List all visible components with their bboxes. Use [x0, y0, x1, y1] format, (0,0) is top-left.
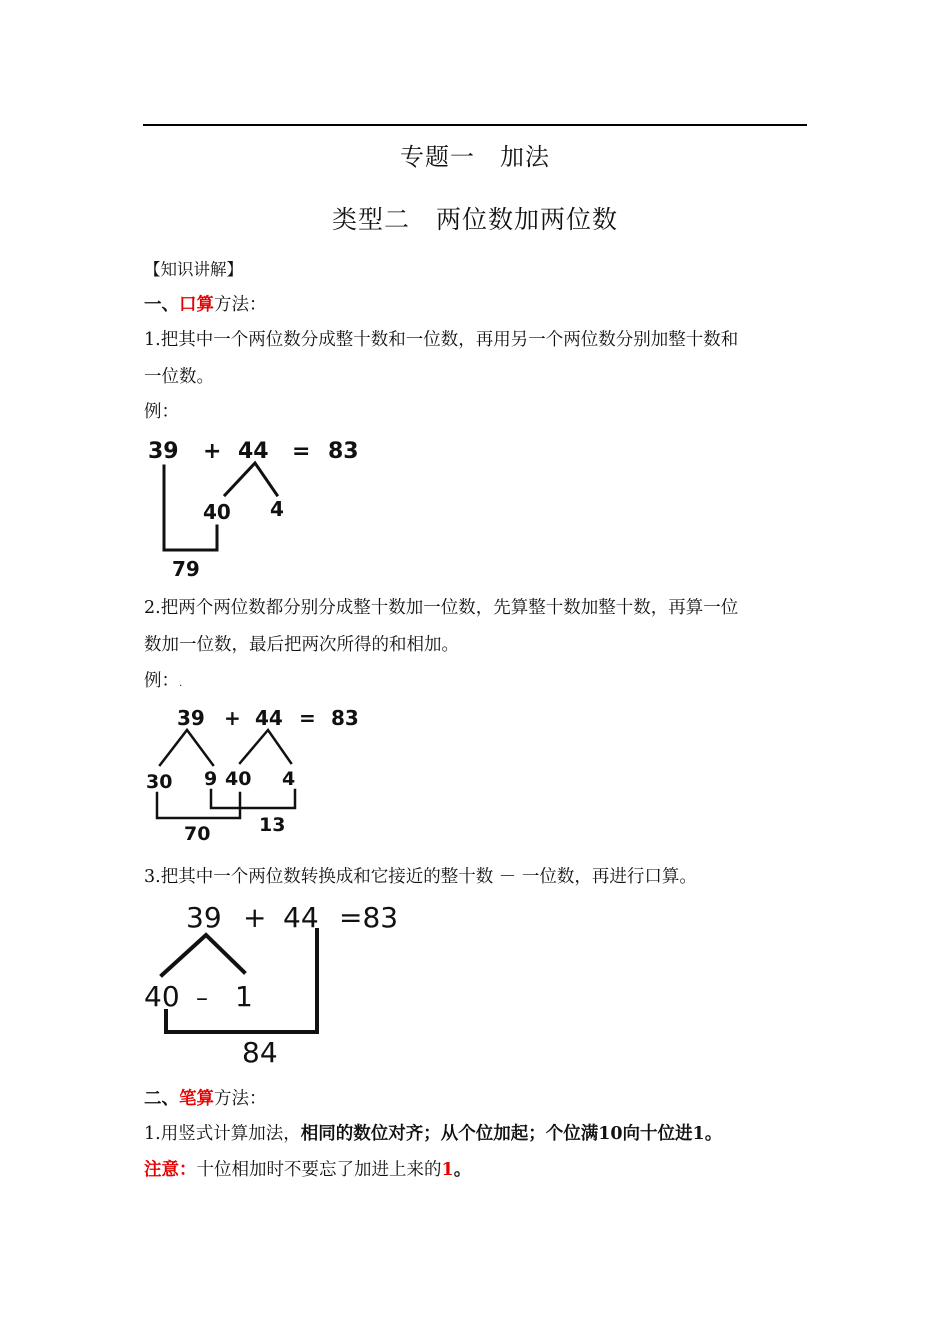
written-line1-plain: 1.用竖式计算加法， — [144, 1124, 301, 1144]
d1-b: 44 — [238, 439, 269, 464]
topic-title: 专题一 加法 — [400, 143, 550, 171]
d2-plus: + — [224, 706, 241, 730]
written-line1 — [144, 1126, 722, 1144]
note-num: 1 — [441, 1160, 454, 1180]
d3-plus: + — [243, 901, 267, 934]
method1-example-label: 例： — [144, 402, 179, 422]
d2-b-ones: 4 — [282, 768, 296, 790]
d1-split-ones: 4 — [270, 497, 284, 521]
written-note — [144, 1162, 471, 1180]
d3-partial: 84 — [242, 1036, 278, 1069]
note-text: 十位相加时不要忘了加进上来的 — [196, 1160, 442, 1180]
section1-prefix: 一、 — [144, 295, 179, 315]
d2-eq: = — [299, 706, 316, 730]
d3-b: 44 — [283, 901, 319, 934]
knowledge-label: 【知识讲解】 — [144, 260, 243, 279]
d3-ones: 1 — [235, 980, 253, 1013]
d1-partial: 79 — [172, 557, 200, 581]
d1-eq: = — [292, 439, 311, 464]
d3-tens: 40 — [144, 980, 180, 1013]
written-line1-bold: 相同的数位对齐；从个位加起；个位满10向十位进1。 — [300, 1124, 723, 1144]
method2-example-label: 例： — [144, 671, 179, 691]
d2-a: 39 — [177, 706, 205, 730]
d2-ones-sum: 13 — [259, 814, 286, 836]
d1-result: 83 — [328, 439, 359, 464]
section1-highlight: 口算 — [179, 295, 214, 315]
method3-line1: 3.把其中一个两位数转换成和它接近的整十数 － 一位数，再进行口算。 — [144, 867, 697, 887]
d3-branch — [162, 935, 244, 975]
d1-a: 39 — [148, 439, 179, 464]
method2-line1: 2.把两个两位数都分别分成整十数加一位数，先算整十数加整十数，再算一位 — [144, 598, 739, 618]
section2-heading — [144, 1091, 267, 1109]
section1-suffix: 方法： — [214, 295, 267, 315]
d2-tens-sum: 70 — [184, 823, 211, 845]
section2-highlight: 笔算 — [179, 1089, 214, 1109]
section2-suffix: 方法： — [214, 1089, 267, 1109]
d3-result: =83 — [339, 901, 399, 934]
note-end: 。 — [453, 1160, 472, 1180]
type-title: 类型二 两位数加两位数 — [331, 205, 618, 234]
d2-b: 44 — [255, 706, 283, 730]
section2-prefix: 二、 — [144, 1089, 179, 1109]
d2-result: 83 — [331, 706, 359, 730]
d1-plus: + — [203, 439, 222, 464]
method1-line2: 一位数。 — [144, 367, 214, 387]
d2-b-tens: 40 — [225, 768, 252, 790]
method2-example-mark: . — [179, 678, 183, 689]
method2-line2: 数加一位数，最后把两次所得的和相加。 — [144, 635, 459, 655]
d3-a: 39 — [186, 901, 222, 934]
method1-line1: 1.把其中一个两位数分成整十数和一位数，再用另一个两位数分别加整十数和 — [144, 330, 739, 350]
d2-a-ones: 9 — [204, 768, 218, 790]
d3-minus: – — [196, 984, 208, 1012]
note-label: 注意： — [144, 1160, 197, 1180]
d2-a-tens: 30 — [146, 771, 173, 793]
d1-split-tens: 40 — [203, 500, 231, 524]
